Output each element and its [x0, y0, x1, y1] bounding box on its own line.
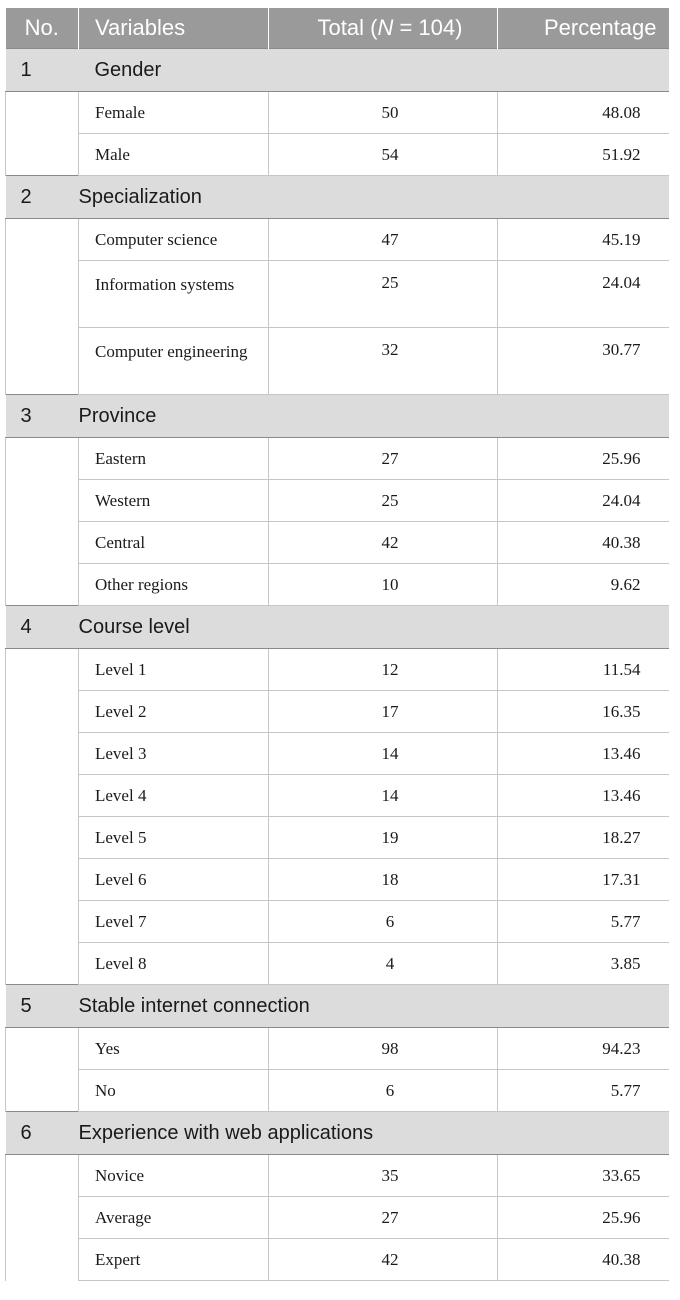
variable-cell-text: Expert [95, 1249, 141, 1269]
table-row [6, 775, 669, 817]
table-row [6, 733, 669, 775]
total-cell-text: 50 [381, 102, 399, 122]
percentage-cell [498, 1028, 669, 1070]
header-total [269, 8, 498, 49]
table-row [6, 261, 669, 328]
variable-cell [79, 733, 269, 775]
total-cell [269, 261, 498, 328]
total-cell [269, 219, 498, 261]
total-cell-text: 98 [381, 1038, 399, 1058]
percentage-cell [498, 522, 669, 564]
section-row [6, 985, 669, 1028]
variable-cell [79, 901, 269, 943]
table-row [6, 817, 669, 859]
table-row [6, 92, 669, 134]
header-total-suffix: = 104) [393, 15, 463, 40]
variable-cell-text: Average [95, 1207, 152, 1227]
table-body [6, 49, 669, 1281]
total-cell-text: 6 [385, 1080, 395, 1100]
percentage-cell [498, 328, 669, 395]
percentage-cell-text: 45.19 [602, 229, 641, 249]
total-cell [269, 775, 498, 817]
variable-cell-text: Level 7 [95, 911, 147, 931]
empty-number-cell [6, 1028, 79, 1112]
table-row [6, 480, 669, 522]
total-cell [269, 328, 498, 395]
header-variables: Variables [79, 8, 269, 49]
percentage-cell-text: 11.54 [602, 659, 641, 679]
section-label: Province [79, 395, 669, 438]
table-row [6, 1239, 669, 1281]
variable-cell-text: Novice [95, 1165, 145, 1185]
variable-cell [79, 1155, 269, 1197]
table-row [6, 1155, 669, 1197]
percentage-cell-text: 18.27 [602, 827, 641, 847]
header-percentage: Percentage [498, 8, 669, 49]
percentage-cell-text: 16.35 [602, 701, 641, 721]
percentage-cell-text: 30.77 [602, 340, 641, 359]
percentage-cell [498, 649, 669, 691]
percentage-cell [498, 261, 669, 328]
variable-cell-text: Level 1 [95, 659, 147, 679]
section-number: 3 [6, 395, 79, 438]
header-no: No. [6, 8, 79, 49]
total-cell-text: 27 [381, 1207, 399, 1227]
section-label: Experience with web applications [79, 1112, 669, 1155]
section-number: 4 [6, 606, 79, 649]
total-cell-text: 42 [381, 532, 399, 552]
table-row [6, 219, 669, 261]
table-row [6, 522, 669, 564]
percentage-cell-text: 40.38 [602, 1249, 641, 1269]
empty-number-cell [6, 438, 79, 606]
variable-cell-text: Male [95, 144, 130, 164]
section-row [6, 395, 669, 438]
total-cell [269, 438, 498, 480]
percentage-cell [498, 1070, 669, 1112]
total-cell [269, 733, 498, 775]
percentage-cell [498, 817, 669, 859]
table-row [6, 1028, 669, 1070]
total-cell [269, 1239, 498, 1281]
variable-cell-text: Level 4 [95, 785, 147, 805]
variable-cell [79, 1197, 269, 1239]
table-row [6, 1197, 669, 1239]
total-cell [269, 480, 498, 522]
header-total-prefix: Total ( [317, 15, 378, 40]
total-cell [269, 901, 498, 943]
percentage-cell [498, 219, 669, 261]
percentage-cell-text: 13.46 [602, 785, 641, 805]
section-label: Stable internet connection [79, 985, 669, 1028]
percentage-cell-text: 5.77 [610, 1080, 641, 1100]
table-row [6, 901, 669, 943]
variable-cell [79, 859, 269, 901]
percentage-cell-text: 48.08 [602, 102, 641, 122]
table-row [6, 134, 669, 176]
variable-cell-text: Level 8 [95, 953, 147, 973]
percentage-cell [498, 134, 669, 176]
variable-cell [79, 480, 269, 522]
total-cell-text: 47 [381, 229, 399, 249]
total-cell-text: 19 [381, 827, 399, 847]
variable-cell-text: Level 5 [95, 827, 147, 847]
total-cell-text: 54 [381, 144, 399, 164]
variable-cell-text: Computer science [95, 229, 218, 249]
percentage-cell [498, 480, 669, 522]
section-label: Specialization [79, 176, 669, 219]
total-cell-text: 10 [381, 574, 399, 594]
variable-cell-text: Yes [95, 1038, 120, 1058]
total-cell [269, 134, 498, 176]
table-row [6, 1070, 669, 1112]
percentage-cell [498, 943, 669, 985]
total-cell [269, 943, 498, 985]
percentage-cell [498, 691, 669, 733]
total-cell-text: 17 [381, 701, 399, 721]
total-cell [269, 564, 498, 606]
section-label: Course level [79, 606, 669, 649]
percentage-cell-text: 40.38 [602, 532, 641, 552]
variable-cell-text: Other regions [95, 574, 189, 594]
total-cell [269, 92, 498, 134]
table-row [6, 328, 669, 395]
variable-cell-text: Level 2 [95, 701, 147, 721]
percentage-cell [498, 859, 669, 901]
total-cell-text: 4 [385, 953, 395, 973]
percentage-cell [498, 901, 669, 943]
total-cell [269, 817, 498, 859]
percentage-cell-text: 51.92 [602, 144, 641, 164]
section-label: Gender [79, 49, 669, 92]
variable-cell [79, 1070, 269, 1112]
header-total-n: N [377, 15, 394, 40]
total-cell [269, 649, 498, 691]
total-cell [269, 859, 498, 901]
total-cell-text: 35 [381, 1165, 399, 1185]
percentage-cell [498, 1239, 669, 1281]
percentage-cell [498, 1155, 669, 1197]
percentage-cell-text: 94.23 [602, 1038, 641, 1058]
total-cell-text: 25 [381, 490, 399, 510]
variable-cell [79, 691, 269, 733]
variable-cell [79, 1239, 269, 1281]
percentage-cell [498, 564, 669, 606]
percentage-cell-text: 17.31 [602, 869, 641, 889]
variable-cell [79, 134, 269, 176]
variable-cell [79, 943, 269, 985]
total-cell-text: 42 [381, 1249, 399, 1269]
percentage-cell-text: 24.04 [602, 273, 641, 292]
header-row [6, 8, 669, 49]
total-cell [269, 691, 498, 733]
total-cell [269, 1155, 498, 1197]
variable-cell-text: Computer engineering [95, 342, 248, 361]
percentage-cell-text: 5.77 [610, 911, 641, 931]
variable-cell [79, 219, 269, 261]
table-row [6, 691, 669, 733]
variable-cell-text: Female [95, 102, 146, 122]
variable-cell-text: No [95, 1080, 116, 1100]
variable-cell-text: Western [95, 490, 151, 510]
table-row [6, 649, 669, 691]
variable-cell [79, 775, 269, 817]
variable-cell [79, 649, 269, 691]
section-row [6, 49, 669, 92]
percentage-cell-text: 24.04 [602, 490, 641, 510]
percentage-cell [498, 733, 669, 775]
variable-cell [79, 261, 269, 328]
percentage-cell-text: 9.62 [610, 574, 641, 594]
percentage-cell-text: 25.96 [602, 448, 641, 468]
variable-cell [79, 328, 269, 395]
demographics-table [5, 8, 669, 1281]
variable-cell [79, 522, 269, 564]
variable-cell [79, 1028, 269, 1070]
variable-cell [79, 817, 269, 859]
section-number: 6 [6, 1112, 79, 1155]
percentage-cell [498, 1197, 669, 1239]
total-cell-text: 6 [385, 911, 395, 931]
variable-cell [79, 438, 269, 480]
variable-cell [79, 564, 269, 606]
total-cell [269, 1070, 498, 1112]
variable-cell-text: Level 3 [95, 743, 147, 763]
total-cell-text: 14 [381, 785, 399, 805]
empty-number-cell [6, 1155, 79, 1281]
variable-cell-text: Information systems [95, 275, 235, 294]
table-row [6, 564, 669, 606]
percentage-cell-text: 33.65 [602, 1165, 641, 1185]
percentage-cell-text: 3.85 [610, 953, 641, 973]
empty-number-cell [6, 92, 79, 176]
section-number: 5 [6, 985, 79, 1028]
percentage-cell-text: 25.96 [602, 1207, 641, 1227]
total-cell [269, 1028, 498, 1070]
total-cell-text: 12 [381, 659, 399, 679]
section-row [6, 606, 669, 649]
total-cell-text: 18 [381, 869, 399, 889]
total-cell [269, 1197, 498, 1239]
percentage-cell [498, 775, 669, 817]
percentage-cell [498, 438, 669, 480]
variable-cell [79, 92, 269, 134]
section-row [6, 176, 669, 219]
empty-number-cell [6, 219, 79, 395]
total-cell [269, 522, 498, 564]
percentage-cell-text: 13.46 [602, 743, 641, 763]
total-cell-text: 25 [381, 273, 399, 292]
total-cell-text: 14 [381, 743, 399, 763]
section-number: 2 [6, 176, 79, 219]
section-row [6, 1112, 669, 1155]
variable-cell-text: Eastern [95, 448, 146, 468]
table-row [6, 859, 669, 901]
variable-cell-text: Level 6 [95, 869, 147, 889]
variable-cell-text: Central [95, 532, 146, 552]
total-cell-text: 32 [381, 340, 399, 359]
empty-number-cell [6, 649, 79, 985]
table-row [6, 438, 669, 480]
section-number: 1 [6, 49, 79, 92]
total-cell-text: 27 [381, 448, 399, 468]
table-row [6, 943, 669, 985]
percentage-cell [498, 92, 669, 134]
